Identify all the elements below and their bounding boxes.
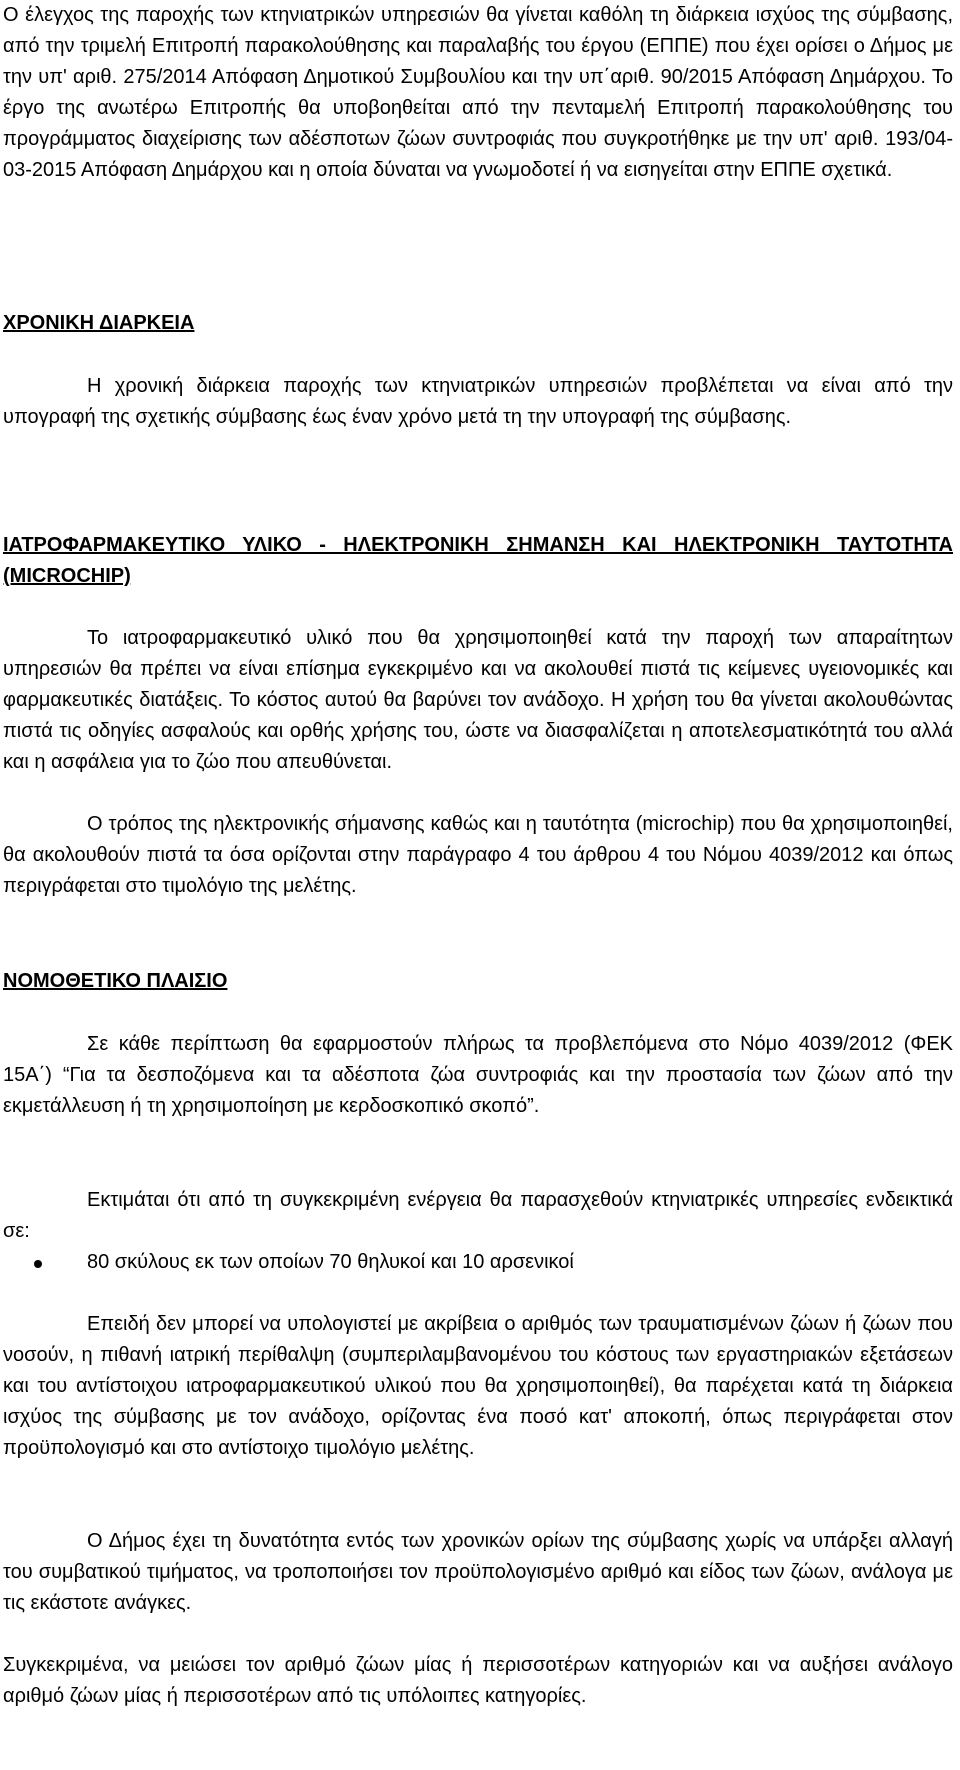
municipality-paragraph: Ο Δήμος έχει τη δυνατότητα εντός των χρονικών ορίων της σύμβασης χωρίς να υπάρξει αλλαγή του συμβατικού τιμήματος, να τροποποιήσει τον προϋπολογισμένο αριθμό και είδος των ζώων, ανάλογα με τις εκάστοτε ανάγκες. (3, 1530, 953, 1614)
treatment-paragraph: Επειδή δεν μπορεί να υπολογιστεί με ακρίβεια ο αριθμός των τραυματισμένων ζώων ή ζώων που νοσούν, η πιθανή ιατρική περίθαλψη (συμπεριλαμβανομένου του κόστους των εργαστηριακών εξετάσεων και του αντίστοιχου ιατροφαρμακευτικού υλικού που θα χρησιμοποιηθεί), θα παρέχεται κατά τη διάρκεια ισχύος της σύμβασης με τον ανάδοχο, ορίζοντας ένα ποσό κατ' αποκοπή, όπως περιγράφεται στον προϋπολογισμό και στο αντίστοιχο τιμολόγιο μελέτης. (3, 1313, 953, 1459)
list-item (3, 1247, 953, 1278)
medical-supplies-paragraph: Το ιατροφαρμακευτικό υλικό που θα χρησιμοποιηθεί κατά την παροχή των απαραίτητων υπηρεσιών θα πρέπει να είναι επίσημα εγκεκριμένο και να ακολουθεί πιστά τις κείμενες υγειονομικές και φαρμακευτικές διατάξεις. Το κόστος αυτού θα βαρύνει τον ανάδοχο. Η χρήση του θα γίνεται ακολουθώντας πιστά τις οδηγίες ασφαλούς και ορθής χρήσης του, ώστε να διασφαλίζεται η αποτελεσματικότητά του αλλά και η ασφάλεια για το ζώο που απευθύνεται. (3, 627, 953, 773)
heading-legal-framework: ΝΟΜΟΘΕΤΙΚΟ ΠΛΑΙΣΙΟ (3, 970, 228, 992)
specifically-paragraph: Συγκεκριμένα, να μειώσει τον αριθμό ζώων μίας ή περισσοτέρων κατηγοριών και να αυξήσει ανάλογο αριθμό ζώων μίας ή περισσοτέρων από τις υπόλοιπες κατηγορίες. (3, 1654, 953, 1707)
microchip-paragraph: Ο τρόπος της ηλεκτρονικής σήμανσης καθώς και η ταυτότητα (microchip) που θα χρησιμοποιηθεί, θα ακολουθούν πιστά τα όσα ορίζονται στην παράγραφο 4 του άρθρου 4 του Νόμου 4039/2012 και όπως περιγράφεται στο τιμολόγιο της μελέτης. (3, 813, 953, 897)
bullet-icon (34, 1260, 42, 1268)
list-item-text: 80 σκύλους εκ των οποίων 70 θηλυκοί και 10 αρσενικοί (87, 1251, 574, 1273)
heading-medical-supplies: ΙΑΤΡΟΦΑΡΜΑΚΕΥΤΙΚΟ ΥΛΙΚΟ - ΗΛΕΚΤΡΟΝΙΚΗ ΣΗΜΑΝΣΗ ΚΑΙ ΗΛΕΚΤΡΟΝΙΚΗ ΤΑΥΤΟΤΗΤΑ (MICROCHIP) (3, 534, 953, 587)
duration-paragraph: Η χρονική διάρκεια παροχής των κτηνιατρικών υπηρεσιών προβλέπεται να είναι από την υπογραφή της σχετικής σύμβασης έως έναν χρόνο μετά τη την υπογραφή της σύμβασης. (3, 375, 953, 428)
heading-duration: ΧΡΟΝΙΚΗ ΔΙΑΡΚΕΙΑ (3, 312, 195, 334)
control-paragraph: Ο έλεγχος της παροχής των κτηνιατρικών υπηρεσιών θα γίνεται καθόλη τη διάρκεια ισχύος της σύμβασης, από την τριμελή Επιτροπή παρακολούθησης και παραλαβής του έργου (ΕΠΠΕ) που έχει ορίσει ο Δήμος με την υπ' αριθ. 275/2014 Απόφαση Δημοτικού Συμβουλίου και την υπ΄αριθ. 90/2015 Απόφαση Δημάρχου. Το έργο της ανωτέρω Επιτροπής θα υποβοηθείται από την πενταμελή Επιτροπή παρακολούθησης του προγράμματος διαχείρισης των αδέσποτων ζώων συντροφιάς που συγκροτήθηκε με την υπ' αριθ. 193/04-03-2015 Απόφαση Δημάρχου και η οποία δύναται να γνωμοδοτεί ή να εισηγείται στην ΕΠΠΕ σχετικά. (3, 4, 953, 181)
legal-framework-paragraph: Σε κάθε περίπτωση θα εφαρμοστούν πλήρως τα προβλεπόμενα στο Νόμο 4039/2012 (ΦΕΚ 15Α΄) “Για τα δεσποζόμενα και τα αδέσποτα ζώα συντροφιάς και την προστασία των ζώων από την εκμετάλλευση ή τη χρησιμοποίηση με κερδοσκοπικό σκοπό”. (3, 1033, 953, 1117)
estimate-paragraph: Εκτιμάται ότι από τη συγκεκριμένη ενέργεια θα παρασχεθούν κτηνιατρικές υπηρεσίες ενδεικτικά σε: (3, 1189, 953, 1242)
